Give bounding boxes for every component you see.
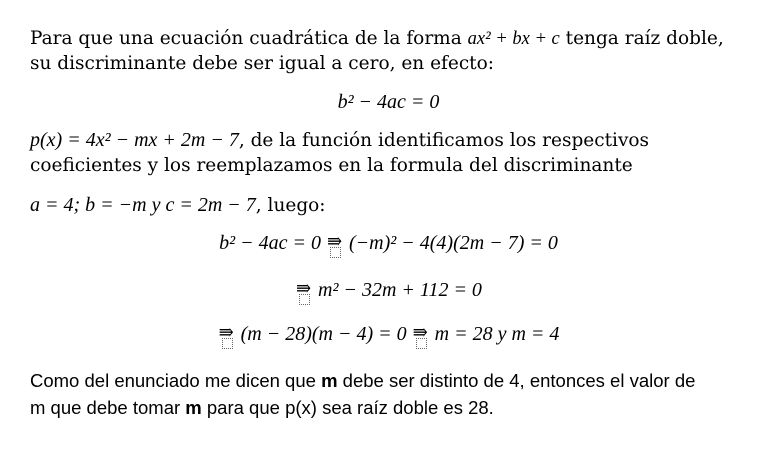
- placeholder-box-icon: [222, 338, 233, 349]
- intro-text: Para que una ecuación cuadrática de la forma: [30, 28, 462, 49]
- conclusion-line-2: [30, 396, 494, 420]
- step-1-right: (−m)² − 4(4)(2m − 7) = 0: [349, 232, 558, 254]
- step-1: [0, 231, 777, 255]
- placeholder-box-icon: [416, 338, 427, 349]
- step-2: [0, 278, 777, 302]
- implies-arrow-icon: ⇛: [326, 233, 344, 251]
- implies-arrow-icon: ⇛: [295, 280, 313, 298]
- implies-arrow-icon: ⇛: [218, 324, 236, 342]
- step-2-expr: m² − 32m + 112 = 0: [318, 279, 482, 301]
- intro-line-2: su discriminante debe ser igual a cero, en efecto:: [30, 53, 494, 74]
- step-3-left: (m − 28)(m − 4) = 0: [240, 323, 407, 345]
- conclusion-text-b: debe ser distinto de 4, entonces el valor de: [342, 370, 696, 391]
- conclusion-text-d: para que p(x) sea raíz doble es 28.: [206, 397, 494, 418]
- conclusion-line-1: [30, 369, 695, 393]
- function-tail: , de la función identificamos los respectivos: [238, 130, 650, 151]
- conclusion-bold-m-2: m: [185, 397, 202, 418]
- function-expr: p(x) = 4x² − mx + 2m − 7: [30, 129, 239, 151]
- function-line: [30, 128, 649, 153]
- conclusion-text-a: Como del enunciado me dicen que: [30, 370, 316, 391]
- coefficients-line: [30, 193, 326, 218]
- step-3: [0, 322, 777, 346]
- intro-tail: tenga raíz doble,: [565, 28, 724, 49]
- placeholder-box-icon: [330, 247, 341, 258]
- intro-line-1: [30, 27, 724, 51]
- conclusion-text-c: m que debe tomar: [30, 397, 181, 418]
- implies-arrow-icon: ⇛: [412, 324, 430, 342]
- placeholder-box-icon: [299, 294, 310, 305]
- step-3-right: m = 28 y m = 4: [434, 323, 560, 345]
- step-1-left: b² − 4ac = 0: [219, 232, 322, 254]
- conclusion-bold-m: m: [321, 370, 338, 391]
- quadratic-form-expr: ax² + bx + c: [467, 29, 560, 49]
- coefficients-expr: a = 4; b = −m y c = 2m − 7: [30, 194, 256, 216]
- function-line-2: coeficientes y los reemplazamos en la formula del discriminante: [30, 155, 633, 176]
- coefficients-tail: , luego:: [255, 195, 326, 216]
- discriminant-equation: b² − 4ac = 0: [337, 91, 440, 113]
